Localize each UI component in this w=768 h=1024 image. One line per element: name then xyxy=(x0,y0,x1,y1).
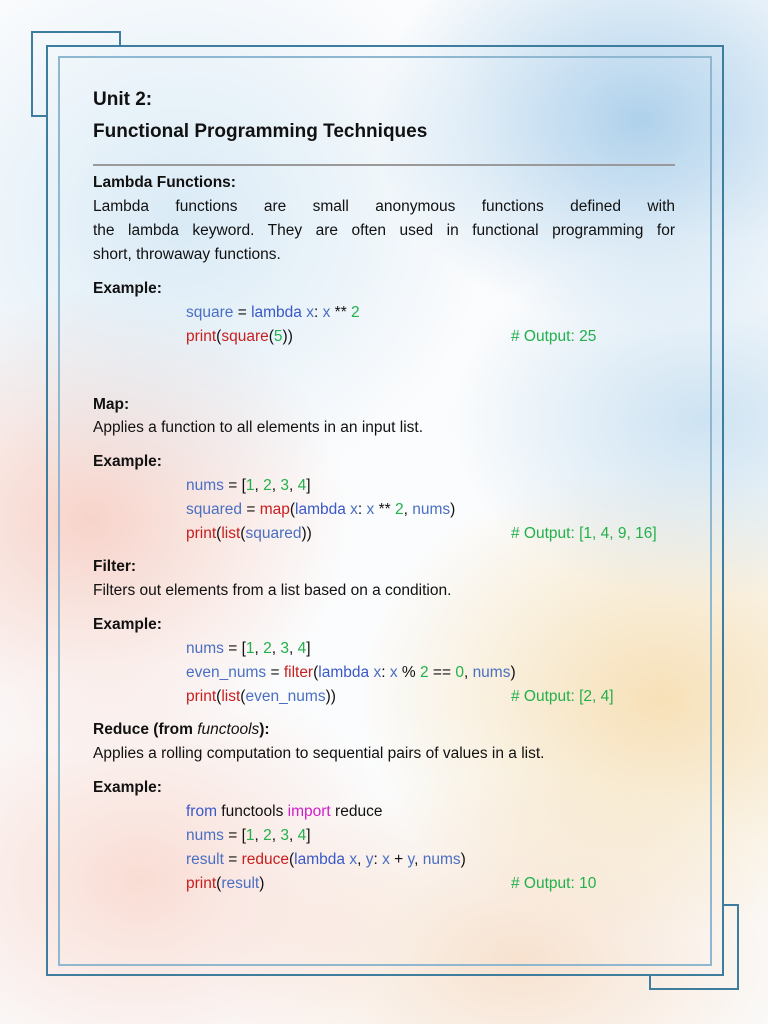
code-operator: ) xyxy=(460,851,466,868)
filter-heading: Filter: xyxy=(93,558,137,575)
code-number: 1 xyxy=(245,827,255,844)
code-function: print xyxy=(186,328,217,345)
reduce-heading-prefix: Reduce (from xyxy=(93,721,198,738)
code-operator: )) xyxy=(325,688,336,705)
code-line xyxy=(186,664,516,682)
code-line xyxy=(186,688,336,706)
code-line xyxy=(186,501,455,519)
code-function: square xyxy=(221,328,269,345)
code-operator: ] xyxy=(306,640,311,657)
code-operator: , xyxy=(289,477,298,494)
code-identifier: even_nums xyxy=(186,664,267,681)
code-line xyxy=(186,477,311,495)
code-identifier: x xyxy=(350,501,358,518)
code-number: 2 xyxy=(263,477,272,494)
code-number: 5 xyxy=(273,328,283,345)
code-line xyxy=(186,875,264,893)
code-function: map xyxy=(259,501,290,518)
code-line xyxy=(186,803,382,821)
code-number: 3 xyxy=(280,640,290,657)
code-operator: ( xyxy=(216,525,222,542)
code-operator: = [ xyxy=(223,640,246,657)
code-output-comment: # Output: 25 xyxy=(511,328,597,345)
code-operator: ) xyxy=(259,875,265,892)
code-operator: )) xyxy=(282,328,293,345)
code-keyword: lambda xyxy=(294,851,345,868)
code-identifier: result xyxy=(221,875,260,892)
code-number: 4 xyxy=(297,640,307,657)
code-line xyxy=(186,328,293,346)
code-operator: , xyxy=(289,640,298,657)
code-operator: = xyxy=(223,851,242,868)
filter-description: Filters out elements from a list based on a condition. xyxy=(93,582,452,599)
lambda-desc-line2: the lambda keyword. They are often used in functional programming for xyxy=(93,222,675,239)
code-operator: ( xyxy=(216,328,222,345)
code-number: 4 xyxy=(297,827,307,844)
code-operator: ( xyxy=(240,525,246,542)
code-line xyxy=(186,827,311,845)
code-keyword: lambda xyxy=(295,501,346,518)
code-identifier: nums xyxy=(472,664,511,681)
code-operator: , xyxy=(254,640,264,657)
lambda-desc-line1: Lambda functions are small anonymous functions defined with xyxy=(93,198,675,215)
code-function: list xyxy=(221,688,241,705)
code-identifier: nums xyxy=(412,501,451,518)
code-identifier: x xyxy=(322,304,331,321)
lambda-example-label: Example: xyxy=(93,280,162,297)
code-operator: ** xyxy=(330,304,352,321)
code-number: 0 xyxy=(455,664,464,681)
code-number: 3 xyxy=(280,477,290,494)
code-operator: ( xyxy=(216,875,222,892)
code-output-comment: # Output: [2, 4] xyxy=(511,688,614,705)
reduce-heading-module: functools xyxy=(197,721,260,738)
code-identifier: square xyxy=(186,304,234,321)
code-function: reduce xyxy=(241,851,289,868)
filter-example-label: Example: xyxy=(93,616,162,633)
code-operator: = [ xyxy=(223,477,246,494)
lambda-heading: Lambda Functions: xyxy=(93,174,236,191)
code-operator: , xyxy=(254,827,264,844)
code-operator: )) xyxy=(301,525,312,542)
code-operator: = [ xyxy=(223,827,246,844)
code-identifier: y xyxy=(365,851,374,868)
reduce-description: Applies a rolling computation to sequential pairs of values in a list. xyxy=(93,745,545,762)
code-keyword: lambda xyxy=(251,304,302,321)
code-number: 2 xyxy=(263,640,272,657)
code-operator: , xyxy=(414,851,423,868)
code-output-comment: # Output: 10 xyxy=(511,875,597,892)
code-operator: , xyxy=(271,640,281,657)
code-number: 4 xyxy=(297,477,307,494)
code-line xyxy=(186,851,466,869)
code-operator: ( xyxy=(313,664,319,681)
reduce-example-label: Example: xyxy=(93,779,162,796)
code-identifier: x xyxy=(306,304,314,321)
code-number: 2 xyxy=(263,827,272,844)
code-identifier: x xyxy=(382,851,390,868)
code-number: 1 xyxy=(245,477,255,494)
code-line xyxy=(186,640,311,658)
code-output-comment: # Output: [1, 4, 9, 16] xyxy=(511,525,657,542)
code-operator: , xyxy=(463,664,473,681)
code-operator: : xyxy=(357,501,367,518)
code-operator: , xyxy=(271,477,281,494)
code-function: print xyxy=(186,875,217,892)
code-identifier: x xyxy=(389,664,398,681)
code-operator: , xyxy=(357,851,366,868)
code-identifier: x xyxy=(366,501,375,518)
code-text: reduce xyxy=(330,803,383,820)
code-identifier: nums xyxy=(422,851,461,868)
code-identifier: x xyxy=(373,664,382,681)
title-divider xyxy=(93,164,675,166)
code-operator: ( xyxy=(240,688,246,705)
lambda-desc-line3: short, throwaway functions. xyxy=(93,246,281,263)
map-heading: Map: xyxy=(93,396,130,413)
code-keyword: from xyxy=(186,803,217,820)
code-identifier: y xyxy=(407,851,415,868)
code-import-keyword: import xyxy=(287,803,331,820)
code-number: 3 xyxy=(280,827,290,844)
code-operator: , xyxy=(254,477,264,494)
code-line xyxy=(186,304,360,322)
code-operator: ** xyxy=(374,501,395,518)
code-operator: , xyxy=(289,827,298,844)
code-operator: : xyxy=(313,304,323,321)
code-number: 2 xyxy=(419,664,429,681)
code-operator: : xyxy=(373,851,383,868)
code-operator: + xyxy=(389,851,408,868)
code-operator: = xyxy=(233,304,252,321)
map-example-label: Example: xyxy=(93,453,162,470)
code-identifier: nums xyxy=(186,477,224,494)
code-function: print xyxy=(186,688,217,705)
code-operator: ) xyxy=(450,501,456,518)
reduce-heading xyxy=(93,721,270,739)
unit-title: Unit 2: xyxy=(93,89,153,110)
code-identifier: even_nums xyxy=(245,688,326,705)
code-operator: = xyxy=(242,501,260,518)
code-operator: ] xyxy=(306,477,311,494)
code-identifier: nums xyxy=(186,827,224,844)
code-operator: ( xyxy=(289,501,296,518)
code-identifier: nums xyxy=(186,640,224,657)
code-identifier: result xyxy=(186,851,224,868)
code-text: functools xyxy=(217,803,288,820)
code-function: filter xyxy=(283,664,314,681)
code-number: 2 xyxy=(351,304,360,321)
reduce-heading-suffix: ): xyxy=(259,721,270,738)
code-line xyxy=(186,525,312,543)
code-function: print xyxy=(186,525,217,542)
code-number: 2 xyxy=(394,501,404,518)
code-operator: : xyxy=(381,664,390,681)
code-operator: ( xyxy=(288,851,295,868)
code-identifier: x xyxy=(349,851,358,868)
code-operator: , xyxy=(403,501,413,518)
code-identifier: squared xyxy=(245,525,302,542)
code-keyword: lambda xyxy=(318,664,370,681)
code-function: list xyxy=(221,525,241,542)
code-operator: % xyxy=(397,664,420,681)
code-operator: ( xyxy=(268,328,274,345)
code-operator: ] xyxy=(306,827,311,844)
code-identifier: squared xyxy=(186,501,243,518)
code-operator: ( xyxy=(216,688,222,705)
topic-title: Functional Programming Techniques xyxy=(93,121,428,142)
code-operator: = xyxy=(266,664,284,681)
code-operator: == xyxy=(428,664,456,681)
map-description: Applies a function to all elements in an input list. xyxy=(93,419,423,436)
code-operator: , xyxy=(271,827,281,844)
code-operator: ) xyxy=(510,664,516,681)
code-number: 1 xyxy=(245,640,255,657)
